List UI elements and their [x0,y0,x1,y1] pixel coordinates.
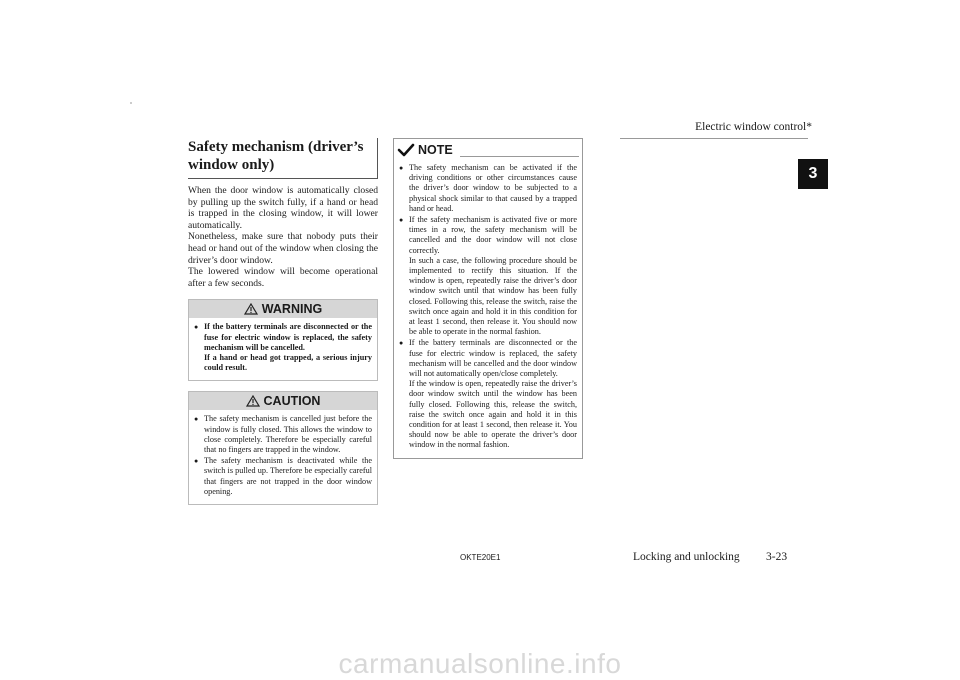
note-label: NOTE [418,142,453,157]
right-column [393,138,583,459]
note-text: In such a case, the following procedure should be implemented to rectify this situation. If the window is open, repeatedly raise the driver’s door window switch until that window has been fully closed. Following this, release the switch, raise the switch once again and hold it in this condition for at least 1 second, then release it. You should now be able to operate in the normal fashion. [409,255,577,337]
running-header-title: Electric window control* [695,121,812,133]
bullet-icon: ● [399,216,404,225]
section-heading: Safety mechanism (driver’s window only) [188,138,378,179]
watermark: carmanualsonline.info [338,648,622,679]
caution-text: The safety mechanism is cancelled just before the window is fully closed. This allows the window to close completely. Therefore be especially careful that no fingers are trapped in the window. [204,414,372,454]
footer-section-title: Locking and unlocking [633,551,740,563]
caution-text: The safety mechanism is deactivated while the switch is pulled up. Therefore be especially careful that fingers are not trapped in the door window opening. [204,456,372,496]
note-text: The safety mechanism can be activated if the driving conditions or other circumstances cause the driver’s door window to be subjected to a physical shock similar to that caused by a trapped hand or head. [409,163,577,213]
bullet-icon: ● [399,164,404,172]
note-item [399,163,577,214]
note-header [394,139,582,159]
note-text: If the safety mechanism is activated five or more times in a row, the safety mechanism will be cancelled and the door window will not close correctly. [409,215,577,255]
note-header-rule [460,142,579,157]
warning-label: WARNING [261,302,323,317]
header-rule [620,138,808,139]
bullet-icon: ● [194,323,199,332]
bullet-icon: ● [194,457,199,466]
warning-item [194,322,372,373]
caution-triangle-icon [246,395,260,407]
bullet-icon: ● [399,339,404,348]
note-item [399,215,577,337]
body-paragraph: The lowered window will become operational after a few seconds. [188,266,378,289]
warning-triangle-icon [244,303,258,315]
bullet-icon: ● [194,415,199,424]
note-text: If the battery terminals are disconnected or the fuse for electric window is replaced, the safety mechanism will be cancelled and the door window will not automatically open/close completely. [409,338,577,379]
note-text: If the window is open, repeatedly raise the driver’s door window switch until the window has been fully closed. Following this, release the switch, raise the switch once again and hold it in this condition for at least 1 second, then release it. You should now be able to operate the driver’s door window in the normal fashion. [409,379,577,450]
left-column [188,138,378,505]
page-number: 3-23 [766,551,788,563]
caution-item [194,456,372,497]
warning-box [188,299,378,381]
caution-item [194,414,372,455]
warning-text: If the battery terminals are disconnected or the fuse for electric window is replaced, the safety mechanism will be cancelled. [204,322,372,352]
footer-code: OKTE20E1 [460,553,501,562]
note-item [399,338,577,450]
note-check-icon [397,143,415,157]
chapter-tab: 3 [798,159,828,189]
caution-header [189,392,377,410]
body-paragraph: When the door window is automatically closed by pulling up the switch fully, if a hand or head is trapped in the closing window, it will lower automatically. [188,185,378,231]
body-paragraph: Nonetheless, make sure that nobody puts their head or hand out of the window when closing the driver’s door window. [188,231,378,266]
caution-label: CAUTION [263,394,321,409]
warning-text: If a hand or head got trapped, a serious injury could result. [204,352,372,373]
note-box [393,138,583,459]
warning-header [189,300,377,318]
scan-dot [130,102,132,104]
caution-box [188,391,378,505]
